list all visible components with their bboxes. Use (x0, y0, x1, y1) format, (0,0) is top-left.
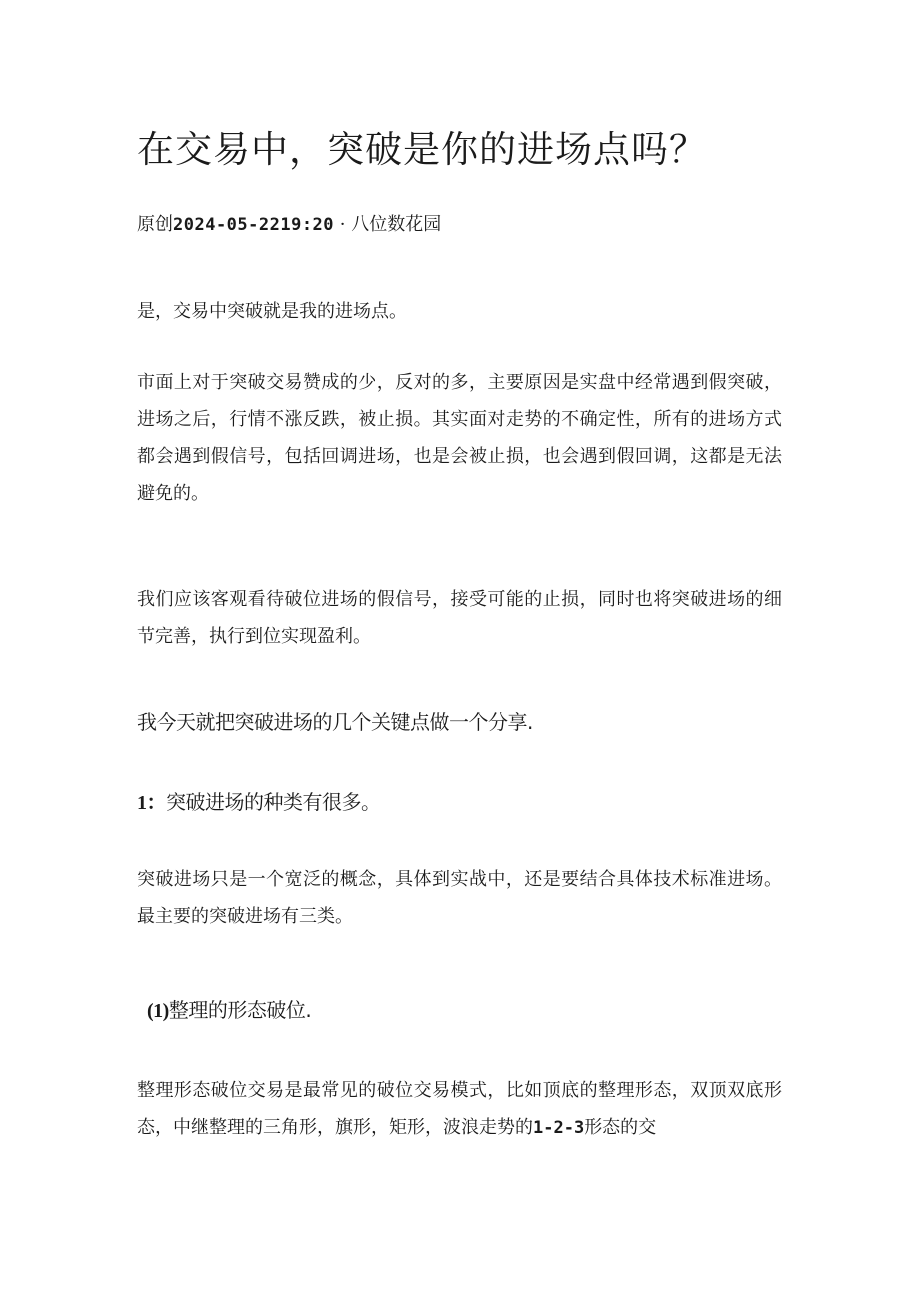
section-1-number: 1： (137, 792, 166, 814)
original-label: 原创 (137, 214, 173, 235)
section-1-title: 突破进场的种类有很多。 (166, 790, 381, 814)
meta-separator: · (334, 214, 352, 235)
subsection-1-title: 整理的形态破位. (168, 998, 312, 1022)
paragraph-reasons: 市面上对于突破交易赞成的少，反对的多，主要原因是实盘中经常遇到假突破，进场之后，行情不涨反跌，被止损。其实面对走势的不确定性，所有的进场方式都会遇到假信号，包括回调进场，也是会被止损，也会遇到假回调，这都是无法避免的。 (137, 372, 782, 504)
paragraph-pattern-breakout (137, 1072, 782, 1147)
paragraph-intro: 是，交易中突破就是我的进场点。 (137, 301, 407, 322)
pattern-number: 1-2-3 (533, 1118, 585, 1138)
subsection-1-heading (147, 994, 792, 1027)
paragraph-breakout-types: 突破进场只是一个宽泛的概念，具体到实战中，还是要结合具体技术标准进场。最主要的突破进场有三类。 (137, 869, 782, 927)
pattern-text-after: 形态的交 (584, 1117, 657, 1138)
pattern-text-before: 整理形态破位交易是最常见的破位交易模式，比如顶底的整理形态，双顶双底形态，中继整理的三角形，旗形，矩形，波浪走势的 (137, 1080, 782, 1138)
article-title: 在交易中，突破是你的进场点吗？ (137, 128, 707, 171)
subsection-1-number: (1) (147, 1000, 169, 1022)
publish-datetime: 2024-05-2219:20 (173, 215, 335, 235)
section-1-heading (137, 786, 782, 819)
article-meta (137, 210, 782, 240)
section-intro-heading: 我今天就把突破进场的几个关键点做一个分享. (137, 710, 533, 734)
paragraph-attitude: 我们应该客观看待破位进场的假信号，接受可能的止损，同时也将突破进场的细节完善，执行到位实现盈利。 (137, 589, 782, 647)
author-name[interactable]: 八位数花园 (351, 214, 442, 235)
